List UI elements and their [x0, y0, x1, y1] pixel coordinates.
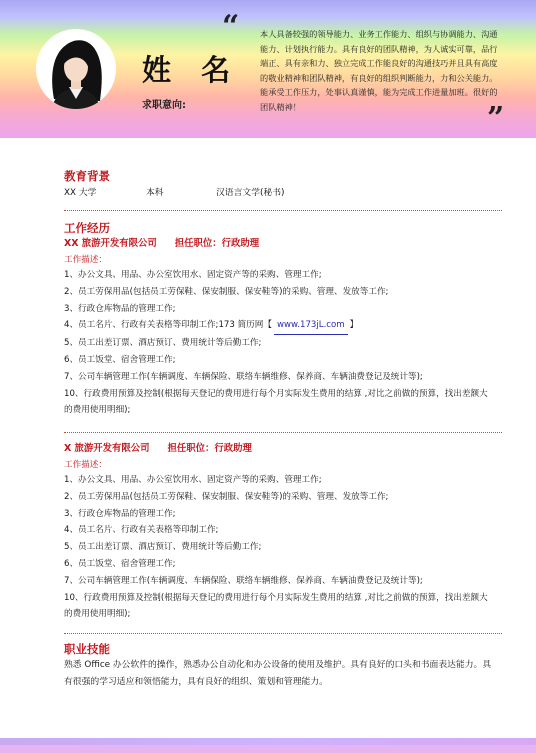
list-item: 7、公司车辆管理工作(车辆调度、车辆保险、联络车辆维修、保养商、车辆油费登记及统计等); [64, 371, 423, 382]
list-item: 6、员工饭堂、宿舍管理工作; [64, 558, 176, 569]
list-item: 1、办公文具、用品、办公室饮用水、固定资产等的采购、管理工作; [64, 270, 322, 280]
section-divider [64, 432, 502, 433]
job-header [64, 441, 504, 456]
website-link[interactable]: www.173jL.com [274, 317, 348, 335]
link-close-bracket: 】 [349, 320, 359, 331]
education-major: 汉语言文学(秘书) [216, 188, 285, 198]
skills-section [64, 641, 504, 690]
job-desc-label: 工作描述： [64, 255, 107, 265]
list-item: 2、员工劳保用品(包括员工劳保鞋、保安制服、保安鞋等)的采购、管理、发放等工作; [64, 286, 389, 297]
education-section [64, 168, 504, 201]
job-position: 担任职位：行政助理 [174, 238, 260, 249]
education-row [64, 186, 504, 201]
list-item [64, 317, 504, 335]
skills-title: 职业技能 [64, 642, 110, 656]
close-quote-icon: ” [487, 101, 505, 136]
candidate-name: 姓 名 [142, 53, 241, 87]
skills-text: 熟悉 Office 办公软件的操作，熟悉办公自动化和办公设备的使用及维护。具有良好的口头和书面表达能力。具有很强的学习适应和领悟能力，具有良好的组织、策划和管理能力。 [64, 660, 492, 687]
self-introduction: 本人具备较强的领导能力、业务工作能力、组织与协调能力、沟通能力、计划执行能力。具有良好的团队精神，为人诚实可靠，品行端正、具有亲和力、独立完成工作能良好的沟通技巧并且具有高度的敬业精神和团队精神，有良好的组织判断能力，力和公关能力。能承受工作压力，处事认真谨慎，能为完成工作进量加班。很好的团队精神！ [260, 29, 498, 112]
job-company: X 旅游开发有限公司 [64, 443, 150, 454]
job-duties-list [64, 472, 504, 623]
list-item: 1、办公文具、用品、办公室饮用水、固定资产等的采购、管理工作; [64, 475, 322, 485]
section-divider [64, 210, 502, 211]
list-item: 2、员工劳保用品(包括员工劳保鞋、保安制服、保安鞋等)的采购、管理、发放等工作; [64, 491, 389, 502]
list-item: 6、员工饭堂、宿舍管理工作; [64, 354, 176, 365]
footer-bar-bottom [0, 745, 536, 753]
work-title: 工作经历 [64, 221, 110, 235]
job-duties-list [64, 267, 504, 419]
education-degree: 本科 [146, 188, 164, 198]
list-item-text: 4、员工名片、行政有关表格等印制工作;173 简历网【 [64, 320, 272, 331]
education-school: XX 大学 [64, 188, 97, 198]
open-quote-icon: “ [222, 9, 240, 44]
header-banner [0, 0, 536, 138]
job-desc-label: 工作描述： [64, 460, 107, 470]
list-item: 5、员工出差订票、酒店预订、费用统计等后勤工作; [64, 542, 262, 553]
job-intention-label: 求职意向: [142, 100, 186, 111]
list-item: 3、行政仓库物品的管理工作; [64, 303, 176, 314]
list-item: 5、员工出差订票、酒店预订、费用统计等后勤工作; [64, 338, 262, 349]
list-item: 3、行政仓库物品的管理工作; [64, 508, 176, 519]
list-item: 7、公司车辆管理工作(车辆调度、车辆保险、联络车辆维修、保养商、车辆油费登记及统计等); [64, 575, 423, 586]
job-position: 担任职位：行政助理 [167, 443, 252, 454]
work-job-2 [64, 441, 504, 623]
work-section [64, 220, 504, 419]
section-divider [64, 633, 502, 634]
education-title: 教育背景 [64, 169, 110, 183]
list-item: 10、行政费用预算及控制(根据每天登记的费用进行每个月实际发生费用的结算 ,对比之前做的预算，找出差额大的费用使用明细); [64, 592, 488, 620]
job-header [64, 236, 504, 251]
list-item: 10、行政费用预算及控制(根据每天登记的费用进行每个月实际发生费用的结算 ,对比之前做的预算，找出差额大的费用使用明细); [64, 388, 488, 416]
avatar [36, 29, 116, 109]
list-item: 4、员工名片、行政有关表格等印制工作; [64, 525, 219, 536]
avatar-portrait-icon [36, 29, 116, 109]
job-company: XX 旅游开发有限公司 [64, 238, 157, 249]
